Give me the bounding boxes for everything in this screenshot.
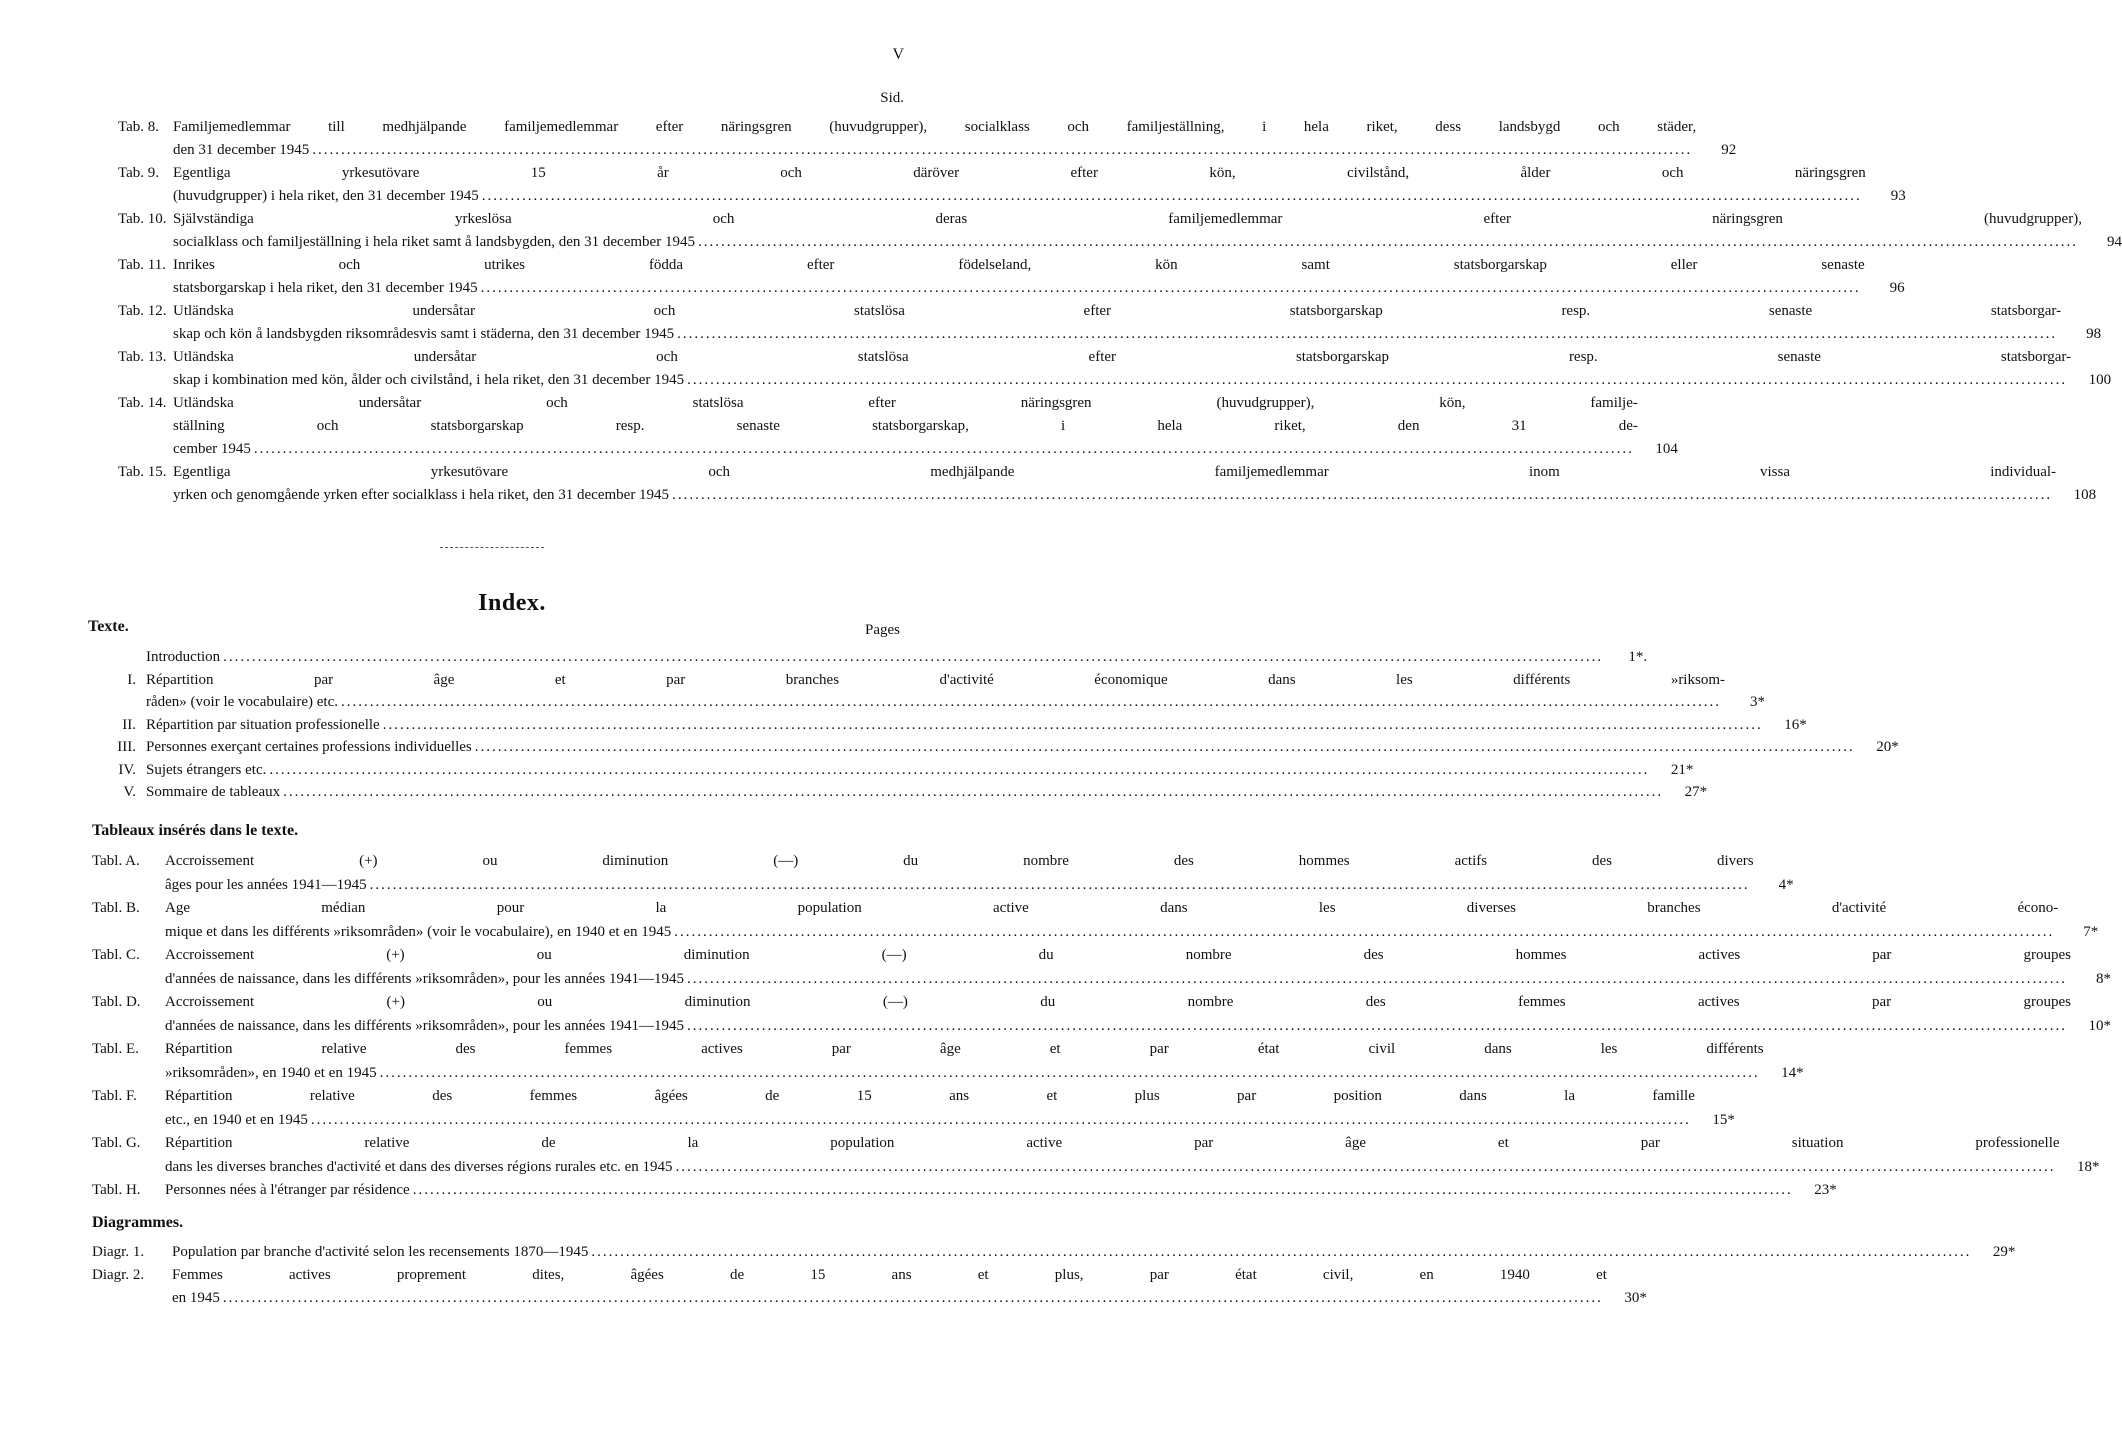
dot-leader	[223, 1287, 1603, 1310]
entry-page-number: 27*	[1684, 784, 1708, 800]
dot-leader	[687, 1015, 2067, 1039]
entry-label: Tab. 8.	[118, 119, 160, 135]
entry-label: Tabl. F.	[92, 1088, 137, 1104]
entry-last-text: etc., en 1940 et en 1945	[165, 1111, 308, 1128]
tableaux-list	[92, 850, 2111, 1203]
toc-entry	[104, 736, 1899, 759]
index-title: Index.	[478, 590, 546, 616]
toc-entry	[118, 162, 1906, 208]
entry-last-text: Population par branche d'activité selon les recensements 1870—1945	[172, 1244, 589, 1260]
entry-last-text: mique et dans les différents »riksområden» (voir le vocabulaire), en 1940 et en 1945	[165, 923, 672, 940]
entry-text-line: Egentliga yrkesutövare 15 år och däröver efter kön, civilstånd, ålder och näringsgren	[173, 165, 1866, 181]
entry-last-text: Personnes nées à l'étranger par résidence	[165, 1182, 410, 1198]
toc-entry	[104, 646, 1648, 669]
entry-last-line	[173, 231, 2082, 254]
toc-entry	[118, 116, 1737, 162]
entry-page-number: 18*	[2077, 1158, 2100, 1175]
entry-page-number: 21*	[1670, 761, 1694, 778]
tableaux-heading: Tableaux insérés dans le texte.	[92, 822, 299, 839]
section-separator	[440, 547, 544, 549]
entry-text	[173, 461, 2056, 507]
sid-column-heading: Sid.	[880, 90, 904, 106]
entry-label: Tabl. B.	[92, 900, 140, 916]
entry-text-line: Utländska undersåtar och statslösa efter statsborgarskap resp. senaste statsborgar-	[173, 303, 2062, 319]
entry-last-text: Répartition par situation professionelle	[146, 716, 380, 733]
entry-page-number: 94	[2106, 234, 2122, 250]
dot-leader	[223, 646, 1603, 669]
page-number: V	[892, 46, 904, 63]
toc-entry	[104, 781, 1708, 804]
entry-label: Tab. 13.	[118, 349, 167, 365]
entry-last-line	[165, 1179, 1797, 1203]
entry-label: IV.	[118, 761, 136, 778]
entry-label: Tabl. H.	[92, 1182, 141, 1198]
entry-last-text: en 1945	[172, 1290, 220, 1306]
entry-text-line: ställning och statsborgarskap resp. senaste statsborgarskap, i hela riket, den 31 de-	[173, 418, 1638, 434]
entry-text	[165, 991, 2071, 1038]
dot-leader	[380, 1062, 1760, 1086]
entry-text-line: Utländska undersåtar och statslösa efter näringsgren (huvudgrupper), kön, familje-	[173, 395, 1638, 411]
toc-entry	[104, 714, 1807, 737]
entry-text	[146, 781, 1667, 804]
entry-page-number: 1*.	[1628, 649, 1648, 665]
entry-last-text: dans les diverses branches d'activité et dans des diverses régions rurales etc. en 1945	[165, 1158, 673, 1175]
entry-last-text: »riksområden», en 1940 et en 1945	[165, 1064, 377, 1081]
entry-last-line	[165, 1062, 1764, 1086]
dot-leader	[676, 1156, 2056, 1180]
entry-label: Diagr. 2.	[92, 1267, 145, 1283]
toc-entry	[92, 1038, 1804, 1085]
entry-last-line	[146, 781, 1667, 804]
dot-leader	[312, 139, 1692, 162]
toc-entry	[92, 850, 1794, 897]
toc-entry	[104, 759, 1694, 782]
entry-label: Tabl. D.	[92, 994, 141, 1010]
entry-last-text: den 31 december 1945	[173, 142, 310, 158]
dot-leader	[269, 759, 1649, 782]
entry-page-number: 30*	[1624, 1290, 1647, 1306]
entry-page-number: 14*	[1781, 1064, 1804, 1081]
entry-label: V.	[123, 784, 136, 800]
entry-page-number: 93	[1890, 188, 1906, 204]
entry-label: Tab. 14.	[118, 395, 167, 411]
toc-entry	[92, 1179, 1837, 1203]
entry-last-text: socialklass och familjeställning i hela riket samt å landsbygden, den 31 december 1945	[173, 234, 695, 250]
dot-leader	[283, 781, 1663, 804]
entry-label: III.	[117, 739, 136, 755]
toc-entry	[118, 461, 2097, 507]
entry-last-line	[173, 185, 1866, 208]
entry-page-number: 16*	[1784, 716, 1807, 733]
entry-last-text: yrken och genomgående yrken efter socialklass i hela riket, den 31 december 1945	[173, 487, 670, 503]
entry-label: Tab. 12.	[118, 303, 167, 319]
entry-text-line: Självständiga yrkeslösa och deras familjemedlemmar efter näringsgren (huvudgrupper),	[173, 211, 2082, 227]
entry-text	[173, 162, 1866, 208]
entry-last-line	[173, 277, 1865, 300]
swedish-table-list	[118, 116, 2122, 507]
dot-leader	[475, 736, 1855, 759]
entry-text	[165, 1132, 2060, 1179]
entry-page-number: 29*	[1992, 1244, 2016, 1260]
entry-text	[173, 392, 1638, 461]
dot-leader	[674, 921, 2054, 945]
dot-leader	[591, 1241, 1971, 1264]
entry-label: Tabl. E.	[92, 1041, 139, 1057]
entry-last-line	[173, 438, 1638, 461]
entry-last-line	[165, 921, 2058, 945]
entry-label: II.	[122, 716, 136, 733]
dot-leader	[341, 691, 1721, 714]
entry-last-text: Introduction	[146, 649, 221, 665]
entry-last-text: d'années de naissance, dans les différents »riksområden», pour les années 1941—1945	[165, 970, 684, 987]
diagrammes-heading: Diagrammes.	[92, 1214, 184, 1231]
entry-label: Tab. 15.	[118, 464, 167, 480]
dot-leader	[383, 714, 1763, 737]
entry-text-line: Répartition par âge et par branches d'activité économique dans les différents »riksom-	[146, 671, 1725, 688]
entry-text-line: Utländska undersåtar och statslösa efter statsborgarskap resp. senaste statsborgar-	[173, 349, 2072, 365]
entry-last-line	[165, 1156, 2060, 1180]
entry-label: Diagr. 1.	[92, 1244, 145, 1260]
entry-last-line	[173, 484, 2056, 507]
entry-last-text: skap och kön å landsbygden riksområdesvis samt i städerna, den 31 december 1945	[173, 326, 675, 342]
entry-text-line: Répartition relative des femmes actives par âge et par état civil dans les différents	[165, 1041, 1764, 1057]
entry-label	[104, 646, 146, 669]
dot-leader	[311, 1109, 1691, 1133]
entry-last-text: Sommaire de tableaux	[146, 784, 281, 800]
pages-column-heading: Pages	[865, 622, 900, 638]
entry-last-text: statsborgarskap i hela riket, den 31 december 1945	[173, 280, 478, 296]
entry-text	[173, 208, 2082, 254]
entry-last-text: cember 1945	[173, 441, 251, 457]
entry-label: Tab. 11.	[118, 257, 166, 273]
toc-entry	[92, 991, 2111, 1038]
toc-entry	[92, 1241, 2016, 1264]
entry-text	[165, 1085, 1695, 1132]
entry-text	[146, 669, 1725, 714]
entry-text	[146, 759, 1653, 782]
entry-last-text: råden» (voir le vocabulaire) etc.	[146, 694, 338, 710]
entry-text-line: Accroissement (+) ou diminution (—) du nombre des femmes actives par groupes	[165, 994, 2071, 1010]
entry-last-text: Sujets étrangers etc.	[146, 761, 267, 778]
entry-last-text: d'années de naissance, dans les différents »riksområden», pour les années 1941—1945	[165, 1017, 684, 1034]
entry-last-line	[146, 736, 1859, 759]
entry-text	[173, 300, 2061, 346]
toc-entry	[118, 254, 1905, 300]
entry-text-line: Egentliga yrkesutövare och medhjälpande familjemedlemmar inom vissa individual-	[173, 464, 2057, 480]
entry-text-line: Accroissement (+) ou diminution (—) du nombre des hommes actives par groupes	[165, 947, 2071, 963]
dot-leader	[413, 1179, 1793, 1203]
toc-entry	[92, 897, 2099, 944]
entry-text-line: Femmes actives proprement dites, âgées de 15 ans et plus, par état civil, en 1940 et	[172, 1267, 1607, 1283]
entry-page-number: 15*	[1712, 1111, 1735, 1128]
entry-text	[172, 1264, 1607, 1310]
entry-last-line	[165, 1015, 2071, 1039]
entry-page-number: 108	[2073, 487, 2097, 503]
toc-entry	[118, 208, 2122, 254]
entry-page-number: 10*	[2088, 1017, 2111, 1034]
entry-last-text: âges pour les années 1941—1945	[165, 876, 367, 893]
toc-entry	[92, 944, 2111, 991]
entry-label: Tab. 10.	[118, 211, 167, 227]
entry-page-number: 100	[2088, 372, 2112, 388]
toc-entry	[92, 1264, 1647, 1310]
entry-last-line	[173, 369, 2071, 392]
entry-text-line: Inrikes och utrikes födda efter födelseland, kön samt statsborgarskap eller senaste	[173, 257, 1865, 273]
entry-label: Tabl. A.	[92, 853, 140, 869]
entry-last-line	[146, 714, 1767, 737]
dot-leader	[481, 277, 1861, 300]
entry-text	[173, 254, 1865, 300]
dot-leader	[687, 369, 2067, 392]
entry-page-number: 7*	[2083, 923, 2099, 940]
entry-page-number: 96	[1889, 280, 1905, 296]
entry-last-line	[172, 1287, 1607, 1310]
entry-text	[146, 646, 1607, 669]
texte-heading: Texte.	[88, 618, 129, 635]
dot-leader	[370, 874, 1750, 898]
dot-leader	[672, 484, 2052, 507]
entry-last-line	[165, 968, 2071, 992]
dot-leader	[698, 231, 2078, 254]
dot-leader	[687, 968, 2067, 992]
entry-label: Tabl. C.	[92, 947, 140, 963]
texte-index-list	[104, 646, 1899, 804]
entry-page-number: 3*	[1749, 694, 1765, 710]
entry-label: Tab. 9.	[118, 165, 160, 181]
entry-text-line: Accroissement (+) ou diminution (—) du nombre des hommes actifs des divers	[165, 853, 1754, 869]
entry-last-line	[165, 874, 1754, 898]
entry-label: Tabl. G.	[92, 1135, 141, 1151]
entry-page-number: 4*	[1778, 876, 1794, 893]
entry-text-line: Familjemedlemmar till medhjälpande familjemedlemmar efter näringsgren (huvudgrupper), socialklass och familjeställning, i hela riket, dess landsbygd och städer,	[173, 119, 1697, 135]
dot-leader	[482, 185, 1862, 208]
entry-label: I.	[127, 671, 136, 688]
entry-last-line	[173, 323, 2061, 346]
entry-last-line	[146, 646, 1607, 669]
entry-text	[172, 1241, 1975, 1264]
toc-entry	[92, 1132, 2100, 1179]
entry-page-number: 23*	[1814, 1182, 1837, 1198]
dot-leader	[677, 323, 2057, 346]
toc-entry	[118, 392, 1678, 461]
entry-last-line	[172, 1241, 1975, 1264]
entry-text-line: Répartition relative de la population active par âge et par situation professionelle	[165, 1135, 2060, 1151]
entry-text	[165, 1038, 1764, 1085]
toc-entry	[118, 346, 2112, 392]
entry-last-line	[146, 759, 1653, 782]
entry-text-line: Age médian pour la population active dans les diverses branches d'activité écono-	[165, 900, 2059, 916]
toc-entry	[104, 669, 1765, 714]
entry-text	[165, 897, 2058, 944]
entry-last-line	[165, 1109, 1695, 1133]
entry-last-text: skap i kombination med kön, ålder och civilstånd, i hela riket, den 31 december 1945	[173, 372, 685, 388]
entry-page-number: 98	[2086, 326, 2102, 342]
entry-last-line	[146, 691, 1725, 714]
toc-entry	[118, 300, 2102, 346]
entry-text	[165, 850, 1754, 897]
entry-last-text: Personnes exerçant certaines professions individuelles	[146, 739, 472, 755]
entry-page-number: 92	[1721, 142, 1737, 158]
entry-page-number: 8*	[2095, 970, 2111, 987]
entry-text	[146, 736, 1859, 759]
entry-text	[146, 714, 1767, 737]
dot-leader	[254, 438, 1634, 461]
entry-text-line: Répartition relative des femmes âgées de 15 ans et plus par position dans la famille	[165, 1088, 1695, 1104]
entry-last-line	[173, 139, 1696, 162]
entry-last-text: (huvudgrupper) i hela riket, den 31 december 1945	[173, 188, 479, 204]
entry-page-number: 104	[1655, 441, 1678, 457]
entry-page-number: 20*	[1876, 739, 1899, 755]
entry-text	[173, 346, 2071, 392]
entry-text	[165, 944, 2071, 991]
diagrammes-list	[92, 1241, 2016, 1310]
entry-text	[165, 1179, 1797, 1203]
entry-text	[173, 116, 1696, 162]
toc-entry	[92, 1085, 1735, 1132]
